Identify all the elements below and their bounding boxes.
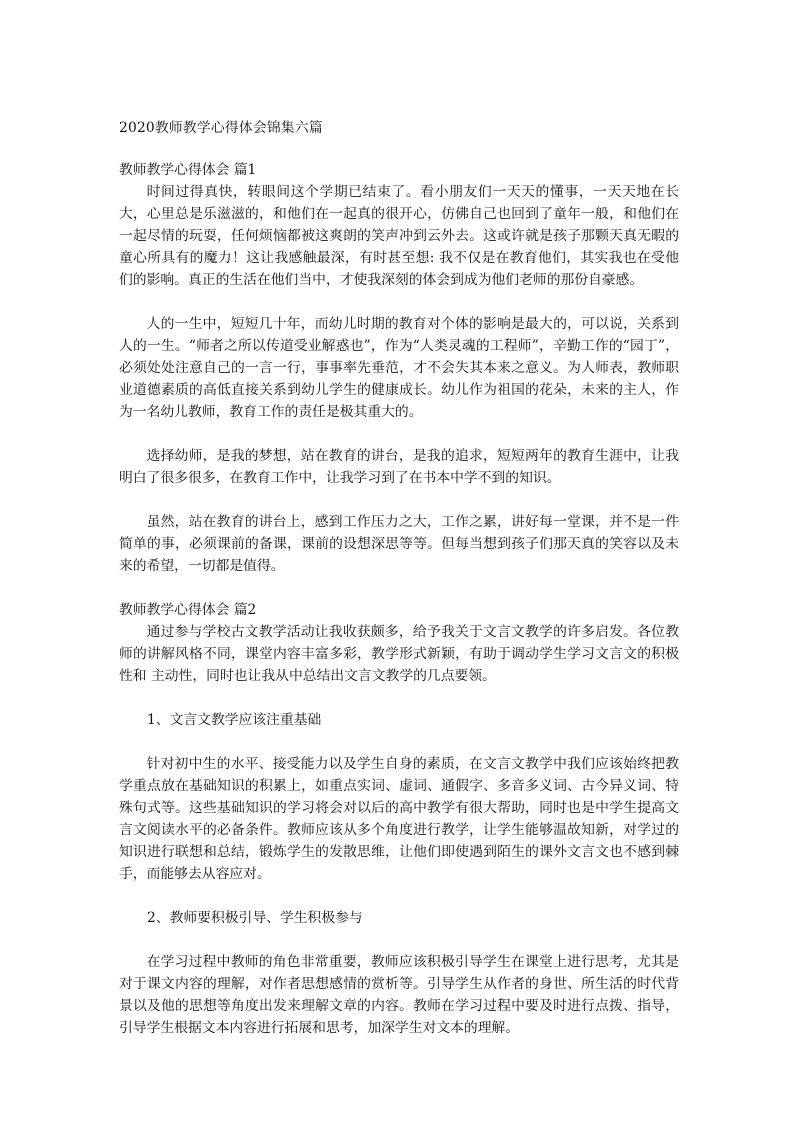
spacer [119,423,679,445]
paragraph: 选择幼师，是我的梦想，站在教育的讲台，是我的追求，短短两年的教育生涯中，让我明白了很多很多，在教育工作中，让我学习到了在书本中学不到的知识。 [119,448,679,486]
paragraph: 针对初中生的水平、接受能力以及学生自身的素质，在文言文教学中我们应该始终把教学重点放在基础知识的积累上，如重点实词、虚词、通假字、多音多义词、古今异义词、特殊句式等。这些基础知识的学习将会对以后的高中教学有很大帮助，同时也是中学生提高文言文阅读水平的必备条件。教师应该从多个角度进行教学，让学生能够温故知新，对学过的知识进行联想和总结，锻炼学生的发散思维，让他们即使遇到陌生的课外文言文也不感到棘手，而能够去从容应对。 [119,756,679,882]
paragraph: 通过参与学校古文教学活动让我收获颇多，给予我关于文言文教学的许多启发。各位教师的讲解风格不同，课堂内容丰富多彩，教学形式新颖，有助于调动学生学习文言文的积极性和 主动性，同时也让我从中总结出文言文教学的几点要领。 [119,624,679,684]
spacer [119,489,679,511]
spacer [119,291,679,313]
spacer [119,731,679,753]
paragraph: 时间过得真快，转眼间这个学期已结束了。看小朋友们一天天的懂事，一天天地在长大，心里总是乐滋滋的，和他们在一起真的很开心，仿佛自己也回到了童年一般，和他们在一起尽情的玩耍，任何烦恼都被这爽朗的笑声冲到云外去。这或许就是孩子那颗天真无暇的童心所具有的魔力！这让我感触最深，有时甚至想: 我不仅是在教育他们，其实我也在受他们的影响。真正的生活在他们当中，才使我深刻的体会到成为他们老师的那份自豪感。 [119,184,679,288]
point-heading-1: 1、文言文教学应该注重基础 [147,712,322,728]
point-heading-2: 2、教师要积极引导、学生积极参与 [147,910,363,926]
section-heading-2: 教师教学心得体会 篇2 [119,602,257,618]
spacer [119,929,679,951]
document-title: 2020教师教学心得体会锦集六篇 [119,120,323,136]
document-content [119,117,679,1039]
spacer [119,885,679,907]
spacer [119,139,679,159]
paragraph: 虽然，站在教育的讲台上，感到工作压力之大，工作之累，讲好每一堂课，并不是一件简单的事，必须课前的备课，课前的设想深思等等。但每当想到孩子们那天真的笑容以及未来的希望，一切都是值得。 [119,514,679,574]
paragraph: 人的一生中，短短几十年，而幼儿时期的教育对个体的影响是最大的，可以说，关系到人的一生。“师者之所以传道受业解惑也”，作为“人类灵魂的工程师”，辛勤工作的“园丁”，必须处处注意自己的一言一行，事事率先垂范，才不会失其本来之意义。为人师表，教师职业道德素质的高低直接关系到幼儿学生的健康成长。幼儿作为祖国的花朵，未来的主人，作为一名幼儿教师，教育工作的责任是极其重大的。 [119,316,679,420]
spacer [119,687,679,709]
section-heading-1: 教师教学心得体会 篇1 [119,162,257,178]
paragraph: 在学习过程中教师的角色非常重要，教师应该积极引导学生在课堂上进行思考，尤其是对于课文内容的理解，对作者思想感情的赏析等。引导学生从作者的身世、所生活的时代背景以及他的思想等角度出发来理解文章的内容。教师在学习过程中要及时进行点拨、指导，引导学生根据文本内容进行拓展和思考，加深学生对文本的理解。 [119,954,679,1036]
spacer [119,577,679,599]
